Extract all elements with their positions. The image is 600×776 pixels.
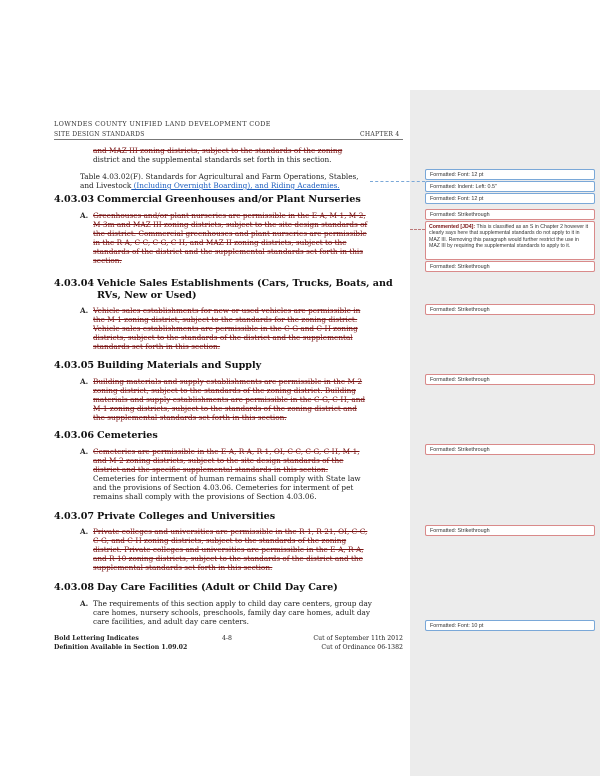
body-text[interactable]: care facilities, and adult day care centers. [93, 617, 249, 626]
format-balloon[interactable]: Formatted: Strikethrough [425, 374, 595, 385]
running-header-org: LOWNDES COUNTY UNIFIED LAND DEVELOPMENT CODE [54, 120, 271, 128]
section-heading-4-03-08[interactable] [54, 582, 338, 593]
deleted-text[interactable]: Vehicle sales establishments for new or used vehicles are permissible in [93, 306, 361, 315]
list-marker: A. [80, 447, 89, 456]
comment-connector [410, 229, 425, 230]
deleted-text[interactable]: section. [93, 256, 122, 265]
body-text[interactable]: The requirements of this section apply to child day care centers, group day [93, 599, 372, 608]
format-balloon[interactable]: Formatted: Indent: Left: 0.5" [425, 181, 595, 192]
deleted-text[interactable]: and M-2 zoning districts, subject to the site design standards of the [93, 456, 344, 465]
deleted-text[interactable]: C-G, and C-H zoning districts, subject to the standards of the zoning [93, 536, 347, 545]
deleted-text[interactable]: the supplemental standards set forth in this section. [93, 413, 287, 422]
footer-ordinance: Cut of Ordinance 06-1382 [321, 644, 403, 651]
section-title: Cemeteries [97, 430, 158, 441]
section-heading-4-03-03[interactable] [54, 194, 361, 205]
deleted-text[interactable]: Greenhouses and/or plant nurseries are permissible in the E-A, M-1, M-2, [93, 211, 366, 220]
list-marker: A. [80, 211, 89, 220]
section-title: Private Colleges and Universities [97, 511, 276, 522]
footer-definition-note: Definition Available in Section 1.09.02 [54, 644, 188, 651]
list-marker: A. [80, 377, 89, 386]
deleted-text[interactable]: materials and supply establishments are permissible in the C-G, C-H, and [93, 395, 366, 404]
comment-text: This is classified as an S in Chapter 2 however it clearly says here that supplemental standards do not apply to it in MAZ III. Removing this paragraph would further restrict the use in MAZ III by requiring the supplemental standards to apply to it. [429, 224, 589, 250]
section-heading-4-03-06[interactable] [54, 430, 158, 441]
list-marker: A. [80, 527, 89, 536]
deleted-text[interactable]: and MAZ III zoning districts, subject to the standards of the zoning [93, 146, 343, 155]
deleted-text[interactable]: the district. Commercial greenhouses and plant nurseries are permissible [93, 229, 367, 238]
body-text[interactable]: and the provisions of Section 4.03.06. Cemeteries for interment of pet [93, 483, 354, 492]
body-text[interactable]: Cemeteries for interment of human remains shall comply with State law [93, 474, 361, 483]
deleted-text[interactable]: standards of the district and the supplemental standards set forth in this [93, 247, 363, 256]
deleted-text[interactable]: district and the specific supplemental standards in this section. [93, 465, 329, 474]
section-number: 4.03.07 [54, 511, 95, 522]
header-rule [54, 139, 403, 140]
section-title-line2: RVs, New or Used) [97, 290, 197, 301]
list-marker: A. [80, 599, 89, 608]
footer-legend: Bold Lettering Indicates [54, 635, 139, 642]
section-heading-4-03-07[interactable] [54, 511, 275, 522]
format-balloon[interactable]: Formatted: Strikethrough [425, 444, 595, 455]
section-title: Vehicle Sales Establishments (Cars, Trucks, Boats, and [97, 278, 393, 289]
deleted-text[interactable]: and R-10 zoning districts, subject to the standards of the district and the [93, 554, 363, 563]
section-number: 4.03.03 [54, 194, 95, 205]
section-title: Building Materials and Supply [97, 360, 262, 371]
body-text[interactable]: district and the supplemental standards set forth in this section. [93, 155, 332, 164]
table-reference-text: and Livestock [80, 181, 132, 190]
footer-cut-date: Cut of September 11th 2012 [313, 635, 403, 642]
format-balloon[interactable]: Formatted: Strikethrough [425, 261, 595, 272]
deleted-text[interactable]: district. Private colleges and universities are permissible in the E-A, R-A, [93, 545, 364, 554]
list-marker: A. [80, 306, 89, 315]
deleted-text[interactable]: Cemeteries are permissible in the E-A, R-A, R-1, OI, C-C, C-G, C-H, M-1, [93, 447, 360, 456]
deleted-text[interactable]: M-1 zoning districts, subject to the standards of the zoning district and [93, 404, 357, 413]
comment-balloon[interactable] [425, 221, 595, 260]
running-header-section: SITE DESIGN STANDARDS [54, 131, 145, 138]
deleted-text[interactable]: Private colleges and universities are permissible in the R-1, R-21, OI, C-C, [93, 527, 368, 536]
format-balloon[interactable]: Formatted: Font: 12 pt [425, 169, 595, 180]
section-heading-4-03-04[interactable] [54, 278, 393, 289]
deleted-text[interactable]: Building materials and supply establishments are permissible in the M-2 [93, 377, 363, 386]
inserted-text: (Including Overnight Boarding), and Riding Academies. [131, 181, 340, 190]
section-number: 4.03.08 [54, 582, 95, 593]
deleted-text[interactable]: districts, subject to the standards of the district and the supplemental [93, 333, 353, 342]
body-text[interactable]: care homes, nursery schools, preschools, family day care homes, adult day [93, 608, 370, 617]
section-title: Day Care Facilities (Adult or Child Day Care) [97, 582, 338, 593]
table-reference-line2[interactable] [80, 181, 340, 190]
deleted-text[interactable]: standards set forth in this section. [93, 342, 221, 351]
deleted-text[interactable]: the M-1 zoning district, subject to the standards for the zoning district. [93, 315, 358, 324]
page-number: 4-8 [222, 635, 232, 642]
format-balloon[interactable]: Formatted: Font: 12 pt [425, 193, 595, 204]
deleted-text[interactable]: M-3m and MAZ III zoning districts, subject to the site design standards of [93, 220, 368, 229]
balloon-connector [370, 181, 425, 182]
format-balloon[interactable]: Formatted: Strikethrough [425, 525, 595, 536]
deleted-text[interactable]: zoning district, subject to the standards of the zoning district. Building [93, 386, 356, 395]
section-heading-4-03-05[interactable] [54, 360, 261, 371]
section-number: 4.03.05 [54, 360, 95, 371]
section-title: Commercial Greenhouses and/or Plant Nurseries [97, 194, 361, 205]
format-balloon[interactable]: Formatted: Strikethrough [425, 304, 595, 315]
deleted-text[interactable]: Vehicle sales establishments are permissible in the C-G and C-H zoning [93, 324, 358, 333]
running-header-chapter: CHAPTER 4 [360, 131, 400, 138]
comment-author: Commented [JD4]: [429, 224, 476, 230]
section-number: 4.03.06 [54, 430, 95, 441]
deleted-text[interactable]: supplemental standards set forth in this section. [93, 563, 273, 572]
deleted-text[interactable]: in the R-A, C-C, C-G, C-H, and MAZ II zoning districts, subject to the [93, 238, 347, 247]
body-text[interactable]: remains shall comply with the provisions of Section 4.03.06. [93, 492, 317, 501]
format-balloon[interactable]: Formatted: Strikethrough [425, 209, 595, 220]
section-number: 4.03.04 [54, 278, 95, 289]
table-reference[interactable]: Table 4.03.02(F). Standards for Agricultural and Farm Operations, Stables, [80, 172, 359, 181]
format-balloon[interactable]: Formatted: Font: 10 pt [425, 620, 595, 631]
